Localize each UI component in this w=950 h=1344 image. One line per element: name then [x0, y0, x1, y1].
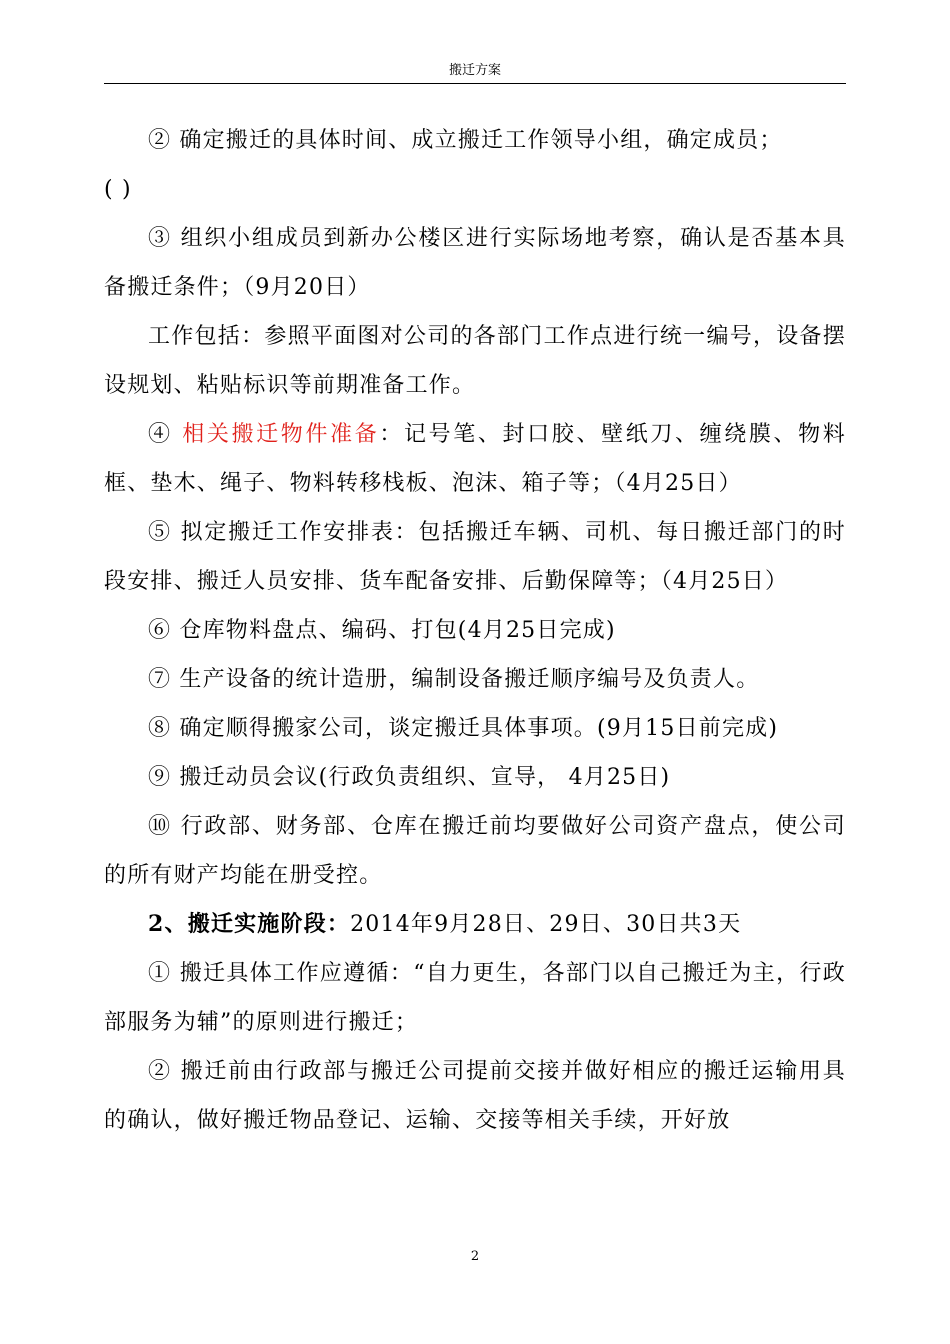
paragraph-item-10: ⑩ 行政部、财务部、仓库在搬迁前均要做好公司资产盘点，使公司的所有财产均能在册受控。: [104, 814, 846, 888]
paragraph-impl-item-1: ① 搬迁具体工作应遵循：“自力更生，各部门以自己搬迁为主，行政部服务为辅”的原则进行搬迁；: [104, 961, 846, 1035]
section-implementation: [104, 900, 846, 949]
item-4-text: ：记号笔、封口胶、壁纸刀、缠绕膜、物料框、垫木、绳子、物料转移栈板、泡沫、箱子等；（4月25日）: [104, 422, 846, 496]
paragraph-item-2: ② 确定搬迁的具体时间、成立搬迁工作领导小组，确定成员；: [148, 128, 783, 153]
paragraph-work-scope: 工作包括：参照平面图对公司的各部门工作点进行统一编号，设备摆设规划、粘贴标识等前期准备工作。: [104, 324, 846, 398]
paragraph-item-2-date: ( ): [104, 177, 132, 202]
header-divider: [104, 83, 846, 84]
section-heading: 2、搬迁实施阶段：: [148, 911, 351, 937]
paragraph-item-5: ⑤ 拟定搬迁工作安排表：包括搬迁车辆、司机、每日搬迁部门的时段安排、搬迁人员安排、货车配备安排、后勤保障等；（4月25日）: [104, 520, 846, 594]
item-4-marker: ④: [148, 422, 183, 447]
section-dates: 2014年9月28日、29日、30日共3天: [350, 912, 742, 937]
paragraph-item-4: [104, 410, 846, 508]
paragraph-impl-item-2: ② 搬迁前由行政部与搬迁公司提前交接并做好相应的搬迁运输用具的确认，做好搬迁物品登记、运输、交接等相关手续，开好放: [104, 1059, 846, 1133]
paragraph-item-3: ③ 组织小组成员到新办公楼区进行实际场地考察，确认是否基本具备搬迁条件；（9月20日）: [104, 226, 846, 300]
page-header-title: 搬迁方案: [448, 63, 501, 78]
document-body: [104, 116, 846, 1145]
page-number: 2: [470, 1249, 480, 1264]
paragraph-item-8: ⑧ 确定顺得搬家公司，谈定搬迁具体事项。(9月15日前完成): [148, 716, 779, 741]
paragraph-item-9: ⑨ 搬迁动员会议(行政负责组织、宣导， 4月25日): [148, 765, 671, 790]
paragraph-item-6: ⑥ 仓库物料盘点、编码、打包(4月25日完成): [148, 618, 616, 643]
item-4-highlight: 相关搬迁物件准备: [182, 422, 380, 447]
paragraph-item-7: ⑦ 生产设备的统计造册，编制设备搬迁顺序编号及负责人。: [148, 667, 760, 692]
